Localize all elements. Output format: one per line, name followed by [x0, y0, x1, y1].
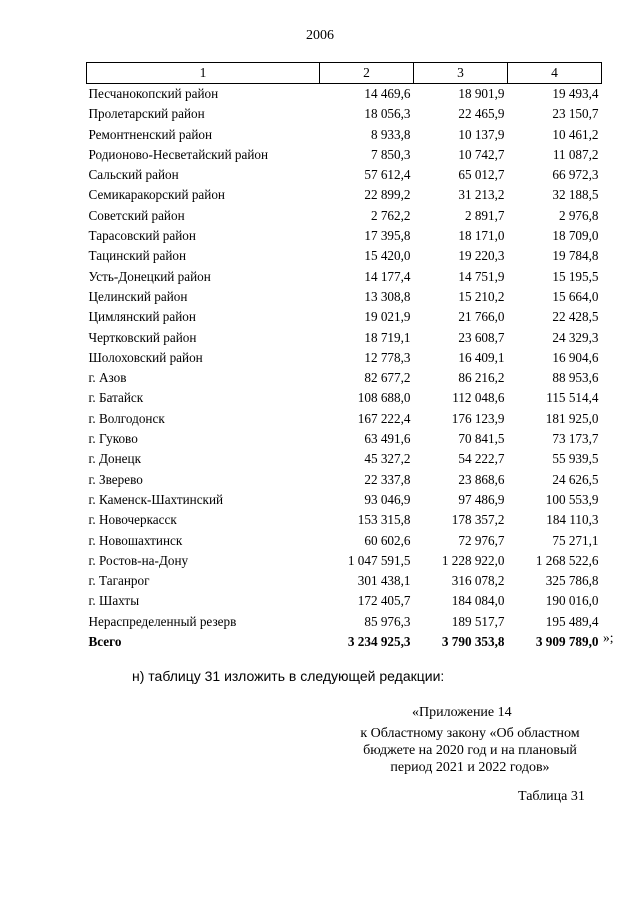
- row-label: г. Азов: [88, 370, 127, 386]
- closing-quote-mark: »;: [603, 630, 614, 645]
- header-cell-3: 3: [414, 63, 508, 84]
- row-label: Шолоховский район: [88, 349, 203, 365]
- table-body: [87, 84, 602, 653]
- header-cell-4: 4: [508, 63, 602, 84]
- row-value-2021: 18 901,9: [458, 86, 505, 101]
- table-row: [87, 226, 602, 246]
- row-value-2021: 176 123,9: [451, 410, 505, 426]
- row-label: г. Батайск: [88, 390, 144, 406]
- table-row: [87, 449, 602, 469]
- row-value-2020: 19 021,9: [364, 309, 411, 325]
- table-row: [87, 267, 602, 287]
- row-value-2022: 73 173,7: [552, 431, 599, 447]
- table-row: [87, 490, 602, 510]
- row-value-2022: 2 976,8: [558, 207, 599, 223]
- row-value-2020: 22 899,2: [364, 187, 411, 203]
- row-value-2021: 16 409,1: [458, 349, 505, 365]
- row-label: Советский район: [88, 207, 185, 223]
- row-value-2021: 178 357,2: [451, 512, 505, 528]
- row-label: Сальский район: [88, 167, 179, 183]
- row-value-2022: 181 925,0: [545, 410, 599, 426]
- row-value-2020: 167 222,4: [357, 410, 411, 426]
- row-value-2022: 19 784,8: [552, 248, 599, 264]
- table-header-row: [87, 63, 602, 84]
- table-row: [87, 287, 602, 307]
- row-value-2021: 19 220,3: [458, 248, 505, 264]
- row-label: Чертковский район: [88, 329, 197, 345]
- row-value-2021: 184 084,0: [451, 593, 505, 609]
- appendix-title: «Приложение 14: [412, 705, 512, 720]
- row-value-2022: 15 195,5: [552, 268, 599, 284]
- table-row: [87, 145, 602, 165]
- row-label: Песчанокопский район: [88, 86, 219, 101]
- row-value-2020: 8 933,8: [370, 126, 411, 142]
- row-value-2020: 13 308,8: [364, 288, 411, 304]
- row-label: Тарасовский район: [88, 228, 196, 244]
- row-value-2022: 325 786,8: [545, 573, 599, 589]
- row-value-2021: 23 608,7: [458, 329, 505, 345]
- row-value-2021: 15 210,2: [458, 288, 505, 304]
- row-label: Нераспределенный резерв: [88, 613, 237, 629]
- row-label: Родионово-Несветайский район: [88, 146, 269, 162]
- row-value-2022: 10 461,2: [552, 126, 599, 142]
- row-value-2022: 15 664,0: [552, 288, 599, 304]
- row-value-2022: 11 087,2: [552, 146, 599, 162]
- table-row: [87, 165, 602, 185]
- row-value-2021: 23 868,6: [458, 471, 505, 487]
- row-value-2020: 60 602,6: [364, 532, 411, 548]
- row-value-2020: 85 976,3: [364, 613, 411, 629]
- row-value-2022: 88 953,6: [552, 370, 599, 386]
- row-value-2020: 301 438,1: [357, 573, 411, 589]
- total-row: [87, 632, 602, 652]
- page-number: 2006: [306, 28, 334, 43]
- row-value-2020: 1 047 591,5: [347, 552, 411, 568]
- row-label: Цимлянский район: [88, 309, 196, 325]
- row-value-2020: 14 177,4: [364, 268, 411, 284]
- row-label: г. Гуково: [88, 431, 138, 447]
- row-value-2020: 172 405,7: [357, 593, 411, 609]
- row-value-2022: 66 972,3: [552, 167, 599, 183]
- row-label: г. Каменск-Шахтинский: [88, 491, 224, 507]
- row-value-2020: 17 395,8: [364, 228, 411, 244]
- row-value-2021: 1 228 922,0: [441, 552, 505, 568]
- table-row: [87, 246, 602, 266]
- row-value-2022: 32 188,5: [552, 187, 599, 203]
- table-row: [87, 348, 602, 368]
- row-label: Тацинский район: [88, 248, 187, 264]
- row-value-2022: 115 514,4: [546, 390, 599, 406]
- row-value-2022: 22 428,5: [552, 309, 599, 325]
- row-value-2022: 24 329,3: [552, 329, 599, 345]
- table-row: [87, 328, 602, 348]
- table-row: [87, 125, 602, 145]
- row-value-2021: 112 048,6: [452, 390, 505, 406]
- row-value-2021: 316 078,2: [451, 573, 505, 589]
- table-row: [87, 429, 602, 449]
- row-value-2020: 18 719,1: [364, 329, 411, 345]
- row-value-2022: 190 016,0: [545, 593, 599, 609]
- row-value-2022: 1 268 522,6: [535, 552, 599, 568]
- row-value-2020: 12 778,3: [364, 349, 411, 365]
- appendix-desc-line-1: к Областному закону «Об областном: [360, 726, 580, 741]
- row-value-2021: 31 213,2: [458, 187, 505, 203]
- table-row: [87, 388, 602, 408]
- row-value-2020: 82 677,2: [364, 370, 411, 386]
- header-cell-1: 1: [87, 63, 320, 84]
- row-value-2021: 65 012,7: [458, 167, 505, 183]
- row-value-2020: 93 046,9: [364, 491, 411, 507]
- table-row: [87, 510, 602, 530]
- row-value-2020: 45 327,2: [364, 451, 411, 467]
- row-label: г. Новошахтинск: [88, 532, 183, 548]
- total-value-2021: 3 790 353,8: [441, 634, 505, 650]
- table-row: [87, 206, 602, 226]
- row-value-2021: 22 465,9: [458, 106, 505, 122]
- row-label: г. Таганрог: [88, 573, 150, 589]
- row-value-2021: 54 222,7: [458, 451, 505, 467]
- table-row: [87, 307, 602, 327]
- row-value-2022: 16 904,6: [552, 349, 599, 365]
- row-value-2020: 15 420,0: [364, 248, 411, 264]
- appendix-description: [340, 725, 600, 776]
- table-row: [87, 531, 602, 551]
- row-value-2020: 2 762,2: [370, 207, 411, 223]
- appendix-desc-line-2: бюджете на 2020 год и на плановый: [363, 743, 577, 758]
- total-label: Всего: [88, 634, 122, 650]
- row-value-2020: 14 469,6: [364, 86, 411, 101]
- row-value-2022: 75 271,1: [552, 532, 599, 548]
- row-value-2021: 21 766,0: [458, 309, 505, 325]
- row-value-2021: 70 841,5: [458, 431, 505, 447]
- table-row: [87, 104, 602, 124]
- table-row: [87, 368, 602, 388]
- row-label: г. Донецк: [88, 451, 141, 467]
- row-value-2020: 18 056,3: [364, 106, 411, 122]
- row-value-2020: 57 612,4: [364, 167, 411, 183]
- row-value-2022: 184 110,3: [546, 512, 599, 528]
- header-cell-2: 2: [320, 63, 414, 84]
- row-value-2022: 195 489,4: [545, 613, 599, 629]
- table-row: [87, 612, 602, 632]
- row-label: Пролетарский район: [88, 106, 205, 122]
- row-value-2022: 18 709,0: [552, 228, 599, 244]
- row-value-2021: 2 891,7: [464, 207, 505, 223]
- row-value-2020: 153 315,8: [357, 512, 411, 528]
- row-label: Семикаракорский район: [88, 187, 225, 203]
- table-row: [87, 571, 602, 591]
- budget-table: [86, 62, 602, 652]
- amendment-instruction: н) таблицу 31 изложить в следующей редакции:: [132, 668, 445, 684]
- row-value-2020: 108 688,0: [357, 390, 411, 406]
- row-value-2020: 7 850,3: [370, 146, 411, 162]
- table-row: [87, 185, 602, 205]
- row-label: г. Зверево: [88, 471, 143, 487]
- row-value-2021: 10 137,9: [458, 126, 505, 142]
- row-label: г. Новочеркасск: [88, 512, 177, 528]
- row-value-2021: 18 171,0: [458, 228, 505, 244]
- table-row: [87, 551, 602, 571]
- row-label: Ремонтненский район: [88, 126, 213, 142]
- row-label: г. Ростов-на-Дону: [88, 552, 189, 568]
- row-value-2022: 23 150,7: [552, 106, 599, 122]
- table-row: [87, 409, 602, 429]
- row-label: г. Волгодонск: [88, 410, 165, 426]
- row-value-2021: 189 517,7: [451, 613, 505, 629]
- table-row: [87, 84, 602, 105]
- row-value-2022: 19 493,4: [552, 86, 599, 101]
- row-value-2021: 14 751,9: [458, 268, 505, 284]
- row-label: Усть-Донецкий район: [88, 268, 211, 284]
- row-value-2020: 63 491,6: [364, 431, 411, 447]
- row-value-2022: 100 553,9: [545, 491, 599, 507]
- total-value-2020: 3 234 925,3: [347, 634, 411, 650]
- table-row: [87, 591, 602, 611]
- row-value-2021: 10 742,7: [458, 146, 505, 162]
- row-value-2021: 72 976,7: [458, 532, 505, 548]
- appendix-desc-line-3: период 2021 и 2022 годов»: [390, 760, 550, 775]
- row-value-2022: 24 626,5: [552, 471, 599, 487]
- row-value-2020: 22 337,8: [364, 471, 411, 487]
- row-value-2022: 55 939,5: [552, 451, 599, 467]
- row-label: Целинский район: [88, 288, 188, 304]
- row-value-2021: 86 216,2: [458, 370, 505, 386]
- row-value-2021: 97 486,9: [458, 491, 505, 507]
- table-label: Таблица 31: [518, 789, 585, 804]
- total-value-2022: 3 909 789,0: [535, 634, 599, 650]
- row-label: г. Шахты: [88, 593, 140, 609]
- table-row: [87, 470, 602, 490]
